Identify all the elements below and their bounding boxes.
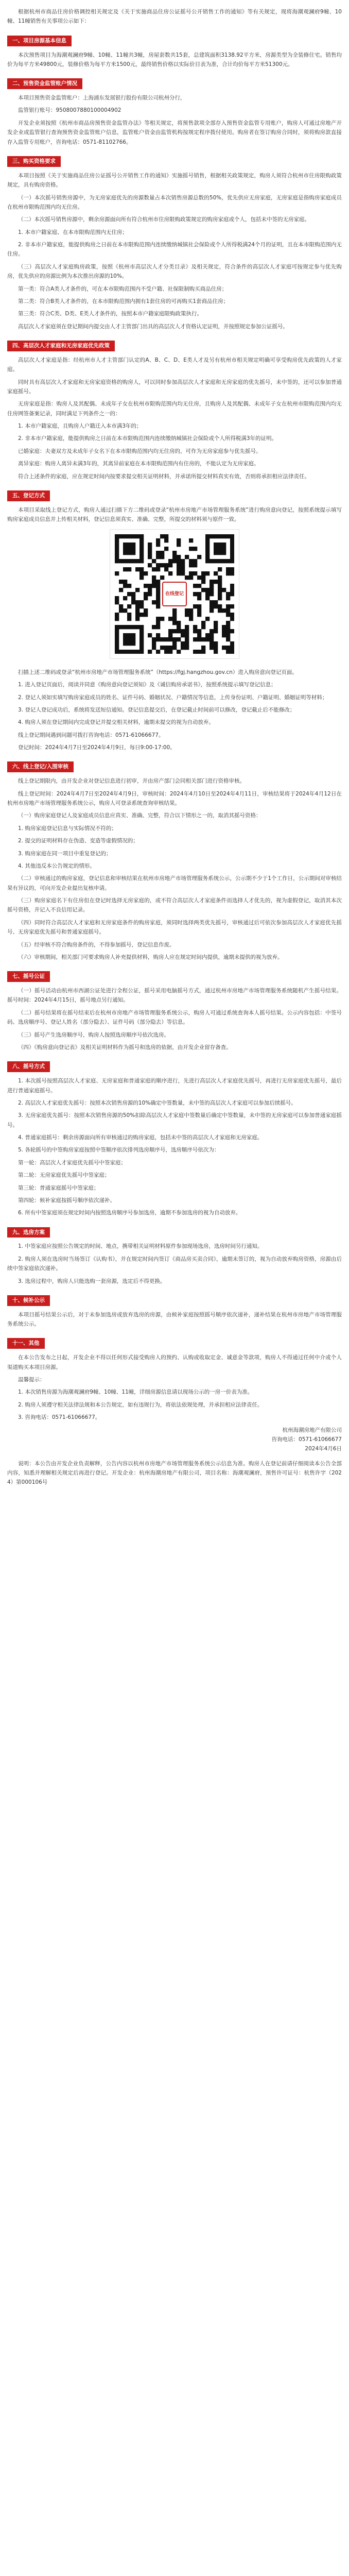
section-paragraph: （四）《购房意向登记表》及相关证明材料作为摇号和选房的依据，由开发企业留存备查。	[18, 1044, 232, 1050]
section-paragraph: 监管银行账号：9508007880100004902	[18, 107, 121, 114]
section-paragraph: 高层次人才家庭须在登记期间内提交由人才主管部门出具的高层次人才资格认定证明，并按照规定参加公证摇号。	[18, 323, 288, 330]
section-paragraph: 本项目摇号结果公示后，对于未参加选房或放弃选房的房源，由候补家庭按照摇号顺序依次递补，递补结果在杭州市房地产市场管理服务系统公示。	[7, 1311, 342, 1328]
qr-code[interactable]	[110, 529, 239, 659]
section-paragraph: 第一轮：高层次人才家庭优先摇号中签家庭；	[18, 1159, 126, 1166]
section-paragraph: 本次预售项目为海潮观澜府9幢、10幢、11幢共3幢，房屋套数共15套，总建筑面积3138.92平方米，房源类型为全装修住宅。销售均价为每平方米49800元，装修价格为每平方米1500元，最终销售价格以实际价目表为准，合计均价每平方米51300元。	[7, 52, 342, 67]
section-paragraph: （三）购房家庭名下有住房但在登记时选择无房家庭的，或不符合高层次人才家庭条件而选择人才优先的，视为虚假登记，取消其本次摇号资格，并记入不良信用记录。	[7, 897, 342, 913]
section-heading: 三、购买资格要求	[7, 156, 61, 167]
section-paragraph: 符合上述条件的家庭，应在规定时间内按要求提交相关证明材料，并承诺所提交材料真实有效，否则将承担相应法律责任。	[18, 473, 310, 480]
section-heading: 六、线上登记/入围审核	[7, 761, 74, 772]
section-paragraph: 温馨提示：	[18, 1377, 45, 1383]
section-paragraph: 4. 普通家庭摇号：剩余房源面向所有审核通过的购房家庭，包括未中签的高层次人才家庭和无房家庭。	[18, 1134, 263, 1141]
signature-block	[7, 1426, 342, 1454]
section-paragraph: 本项目按照《关于实施商品住房公证摇号公开销售工作的通知》实施摇号销售，根据相关政策规定，购房人须符合杭州市住房限购政策规定，具有购房资格。	[7, 172, 342, 189]
section	[7, 72, 342, 147]
section	[7, 29, 342, 70]
qr-code-block	[7, 529, 342, 662]
section-paragraph: 2. 非本市户籍家庭，能提供购房之日前在本市限购范围内连续缴纳城镇社会保险或个人所得税满24个月的证明，且在本市限购范围内无住房。	[7, 242, 342, 258]
section-paragraph: 1. 本次摇号按照高层次人才家庭、无房家庭和普通家庭的顺序进行，先进行高层次人才家庭优先摇号，再进行无房家庭优先摇号，最后进行普通家庭摇号。	[7, 1078, 342, 1094]
section-paragraph: 开发企业须按照《杭州市商品房预售资金监管办法》等相关规定，将预售款项全部存入预售资金监管专用账户，购房人可通过房地产开发企业或监管银行查询预售资金监管账户信息，监管账户资金由监管机构按规定程序拨付使用。购房者在签订购房合同时，须将购房款直接存入监管专用账户，咨询电话：0571-81102766。	[7, 120, 342, 145]
section-paragraph: 第二轮：无房家庭优先摇号中签家庭；	[18, 1172, 110, 1179]
section-paragraph: 1. 中签家庭应按照公告规定的时间、地点，携带相关证明材料原件参加现场选房，选房时间另行通知。	[18, 1243, 263, 1250]
section-paragraph: （一）摇号活动由杭州市西湖公证处进行全程公证，摇号采用电脑摇号方式，通过杭州市房地产市场管理服务系统随机产生摇号结果。摇号时间：2024年4月15日，摇号地点另行通知。	[7, 988, 342, 1004]
intro-paragraph: 根据杭州市商品住房价格调控相关规定及《关于实施商品住房公证摇号公开销售工作的通知》等有关规定，现将海潮观澜府9幢、10幢、11幢销售有关事项公示如下：	[7, 9, 342, 25]
section-heading: 二、预售资金监管账户情况	[7, 78, 82, 89]
section-paragraph: 离异家庭：购房人离异未满3年的，其离异前家庭在本市限购范围内有住房的，不能认定为无房家庭。	[18, 461, 259, 467]
section	[7, 755, 342, 962]
section-paragraph: 2. 非本市户籍家庭，能提供购房之日前在本市限购范围内连续缴纳城镇社会保险或个人所得税满3年的证明。	[18, 435, 277, 442]
section-paragraph: （四）同时符合高层次人才家庭和无房家庭条件的购房家庭，须同时选择两类优先摇号，审核通过后可依次参加高层次人才家庭优先摇号、无房家庭优先摇号和普通家庭摇号。	[7, 919, 342, 936]
section-paragraph: 同时具有高层次人才家庭和无房家庭资格的购房人，可以同时参加高层次人才家庭和无房家庭的优先摇号，未中签的，还可以参加普通家庭摇号。	[7, 379, 342, 395]
section-paragraph: 线上登记期限内，由开发企业对登记信息进行初审，并由房产部门会同相关部门进行资格审核。	[18, 778, 245, 785]
section-paragraph: 第二类：符合B类人才条件的，在本市限购范围内拥有1套住房的可再购买1套商品住房；	[18, 298, 229, 304]
signature-org: 杭州海潮房地产有限公司	[282, 1427, 342, 1433]
section-paragraph: 已婚家庭：夫妻双方及未成年子女名下在本市限购范围内均无住房的，可作为无房家庭参与优先摇号。	[18, 448, 261, 454]
section-paragraph: 2. 购房人须遵守相关法律法规和本公告规定，如有违规行为，将依法依规处理，并承担相应法律责任。	[18, 1401, 263, 1408]
section-paragraph: 登记时间：2024年4月7日至2024年4月9日，每日9:00-17:00。	[18, 744, 176, 751]
section-paragraph: 6. 所有中签家庭须在规定时间内按照选房顺序号参加选房，逾期不参加选房的视为自动放弃。	[18, 1210, 241, 1216]
section-heading: 一、项目房源基本信息	[7, 36, 72, 46]
qr-logo: 在线登记	[162, 582, 187, 606]
section-paragraph: （二）摇号结果将在摇号结束后在杭州市房地产市场管理服务系统公示，购房人可通过系统查询本人摇号结果。公示内容包括：中签号码、选房顺序号、登记人姓名（部分隐去）、证件号码（部分隐去）等信息。	[7, 1009, 342, 1026]
section-paragraph: 第一类：符合A类人才条件的，可在本市限购范围内不受户籍、社保限制购买商品住房；	[18, 285, 228, 292]
section	[7, 1289, 342, 1329]
section-paragraph: 3. 无房家庭优先摇号：按照本次销售房源的50%扣除高层次人才家庭中签数量后确定中签数量，未中签的无房家庭可以参加普通家庭摇号。	[7, 1112, 342, 1128]
section	[7, 484, 342, 753]
section-paragraph: 本项目采取线上登记方式，购房人通过扫描下方二维码或登录“杭州市房地产市场管理服务系统”进行购房意向登记，按照系统提示填写购房家庭成员信息并上传相关材料，登记信息须真实、准确、完整，所提交的材料须与原件一致。	[7, 506, 342, 523]
section-paragraph: （三）高层次人才家庭购房政策，按照《杭州市高层次人才分类目录》及相关规定，符合条件的高层次人才家庭可按规定参与优先购房，优先供应的房源比例为本次推出房源的10%。	[7, 263, 342, 280]
section-paragraph: 5. 各轮摇号的中签购房家庭按照中签顺序依次排列选房顺序号，选房顺序号依次为：	[18, 1147, 220, 1154]
section-paragraph: 扫描上述二维码或登录“杭州市房地产市场管理服务系统”（https://fgj.hangzhou.gov.cn）进入购房意向登记页面。	[18, 669, 298, 675]
section-heading: 四、高层次人才家庭和无房家庭优先政策	[7, 341, 115, 351]
signature-date: 2024年4月6日	[305, 1446, 342, 1452]
section-paragraph: 2. 购房人须在选房时当场签订《认购书》，并在规定时间内签订《商品房买卖合同》，逾期未签订的，视为自动放弃购房资格，房源由后续中签家庭依次递补。	[7, 1256, 342, 1272]
section-paragraph: 1. 本次销售房源为海潮观澜府9幢、10幢、11幢，详细房源信息请以现场公示的一房一价表为准。	[18, 1389, 253, 1396]
section-paragraph: （二）审核通过的购房家庭，登记信息和审核结果在杭州市房地产市场管理服务系统公示，公示期不少于1个工作日，公示期间对审核结果有异议的，可向开发企业提出复核申请。	[7, 875, 342, 891]
section-paragraph: 2. 高层次人才家庭优先摇号：按照本次销售房源的10%确定中签数量，未中签的高层次人才家庭可以参加后续摇号。	[18, 1099, 296, 1106]
section-paragraph: 无房家庭是指：购房人及其配偶、未成年子女在杭州市限购范围内均无住房，且购房人及其配偶、未成年子女在杭州市限购范围内均无住房网签备案记录，同时满足下列条件之一的：	[7, 401, 342, 417]
section-paragraph: 3. 选房过程中，购房人只能选购一套房源，选定后不得更换。	[18, 1278, 166, 1284]
section	[7, 150, 342, 331]
section-paragraph: （五）经审核不符合购房条件的，不得参加摇号，登记信息作废。	[18, 941, 175, 948]
section-paragraph: 2. 登记人须如实填写购房家庭成员的姓名、证件号码、婚姻状况、户籍情况等信息，上传身份证明、户籍证明、婚姻证明等材料；	[18, 694, 328, 701]
section-heading: 十一、其他	[7, 1338, 45, 1349]
section-paragraph: 第三轮：普通家庭摇号中签家庭；	[18, 1184, 99, 1191]
section-paragraph: 2. 提交的证明材料存在伪造、变造等虚假情况的；	[18, 838, 138, 844]
section-paragraph: 线上登记时间：2024年4月7日至2024年4月9日，审核时间：2024年4月10日至2024年4月11日，审核结果将于2024年4月12日在杭州市房地产市场管理服务系统公示，购房人可登录系统查询审核结果。	[7, 790, 342, 807]
section-paragraph: 第四轮：候补家庭按摇号顺序依次递补。	[18, 1197, 115, 1204]
section-paragraph: 本项目预售资金监管账户：上海浦东发展银行股份有限公司杭州分行，	[18, 95, 186, 101]
section-heading: 五、登记方式	[7, 490, 50, 501]
section-paragraph: （六）审核期间，相关部门可要求购房人补充提供材料，购房人应在规定时间内提供，逾期未提供的视为放弃。	[18, 954, 283, 960]
section-paragraph: 3. 登记人登记成功后，系统将发送短信通知。登记信息提交后，在登记截止时间前可以修改，登记截止后不能修改；	[18, 706, 295, 713]
section-paragraph: 3. 咨询电话：0571-61066677。	[18, 1414, 101, 1421]
section	[7, 1221, 342, 1286]
section-paragraph: 1. 本市户籍家庭，且购房人户籍迁入本市满3年的；	[18, 423, 142, 430]
section-paragraph: 第三类：符合C类、D类、E类人才条件的，按照本市户籍家庭限购政策执行。	[18, 311, 203, 317]
section-heading: 七、摇号公证	[7, 971, 50, 982]
section-paragraph: 4. 其他违反本公告规定的情形。	[18, 862, 95, 869]
section-paragraph: 3. 购房家庭在同一项目中重复登记的；	[18, 850, 112, 857]
section-heading: 九、选房方案	[7, 1227, 50, 1238]
section-paragraph: 1. 进入登记页面后，阅读并同意《购房意向登记须知》及《诚信购房承诺书》，按照系统提示填写登记信息；	[18, 682, 276, 688]
section-paragraph: （一）本次摇号销售房源中，为无房家庭优先的房源数量占本次销售房源总数的50%，优先供应无房家庭，无房家庭是指购房家庭成员在杭州市限购范围内均无住房。	[7, 194, 342, 210]
section-paragraph: 1. 本市户籍家庭、在本市限购范围内无住房；	[18, 229, 128, 235]
signature-phone: 咨询电话：0571-61066677	[271, 1436, 342, 1443]
section	[7, 334, 342, 481]
section	[7, 965, 342, 1052]
section-paragraph: （三）摇号产生选房顺序号，购房人按照选房顺序号依次选房。	[18, 1031, 169, 1038]
section-paragraph: 线上登记期间遇到问题可拨打咨询电话：0571-61066677。	[18, 732, 164, 738]
sections-container	[7, 29, 342, 1422]
section-heading: 十、候补公示	[7, 1295, 50, 1306]
section-heading: 八、摇号方式	[7, 1061, 50, 1072]
section	[7, 1055, 342, 1217]
footer-note: 说明：本公告由开发企业负责解释，公告内容以杭州市房地产市场管理服务系统公示信息为准。购房人在登记前请仔细阅读本公告全部内容，知悉并理解相关规定后再进行登记。开发企业：杭州海潮房地产有限公司，项目名称：海潮观澜府，预售许可证号：杭售许字（2024）第000106号	[7, 1460, 342, 1486]
section-paragraph: 4. 购房人须在登记期间内完成登记并提交相关材料，逾期未提交的视为自动放弃。	[18, 719, 214, 726]
section-paragraph: 1. 购房家庭登记信息与实际情况不符的；	[18, 825, 117, 832]
section-paragraph: （一）购房家庭登记人及家庭成员信息应真实、准确、完整，符合以下情形之一的，取消其摇号资格：	[18, 812, 261, 819]
section	[7, 1332, 342, 1422]
section-paragraph: 高层次人才家庭是指：经杭州市人才主管部门认定的A、B、C、D、E类人才及另有杭州市相关规定明确可享受购房优先政策的人才家庭。	[7, 357, 342, 373]
section-paragraph: （二）本次摇号销售房源中，剩余房源面向所有符合杭州市住房限购政策规定的购房家庭或个人，包括未中签的无房家庭。	[18, 216, 310, 223]
section-paragraph: 在本公告发布之日起，开发企业不得以任何形式接受购房人的预约、认购或收取定金、诚意金等款项，购房人不得通过任何中介或个人渠道购买本项目房源。	[7, 1354, 342, 1370]
